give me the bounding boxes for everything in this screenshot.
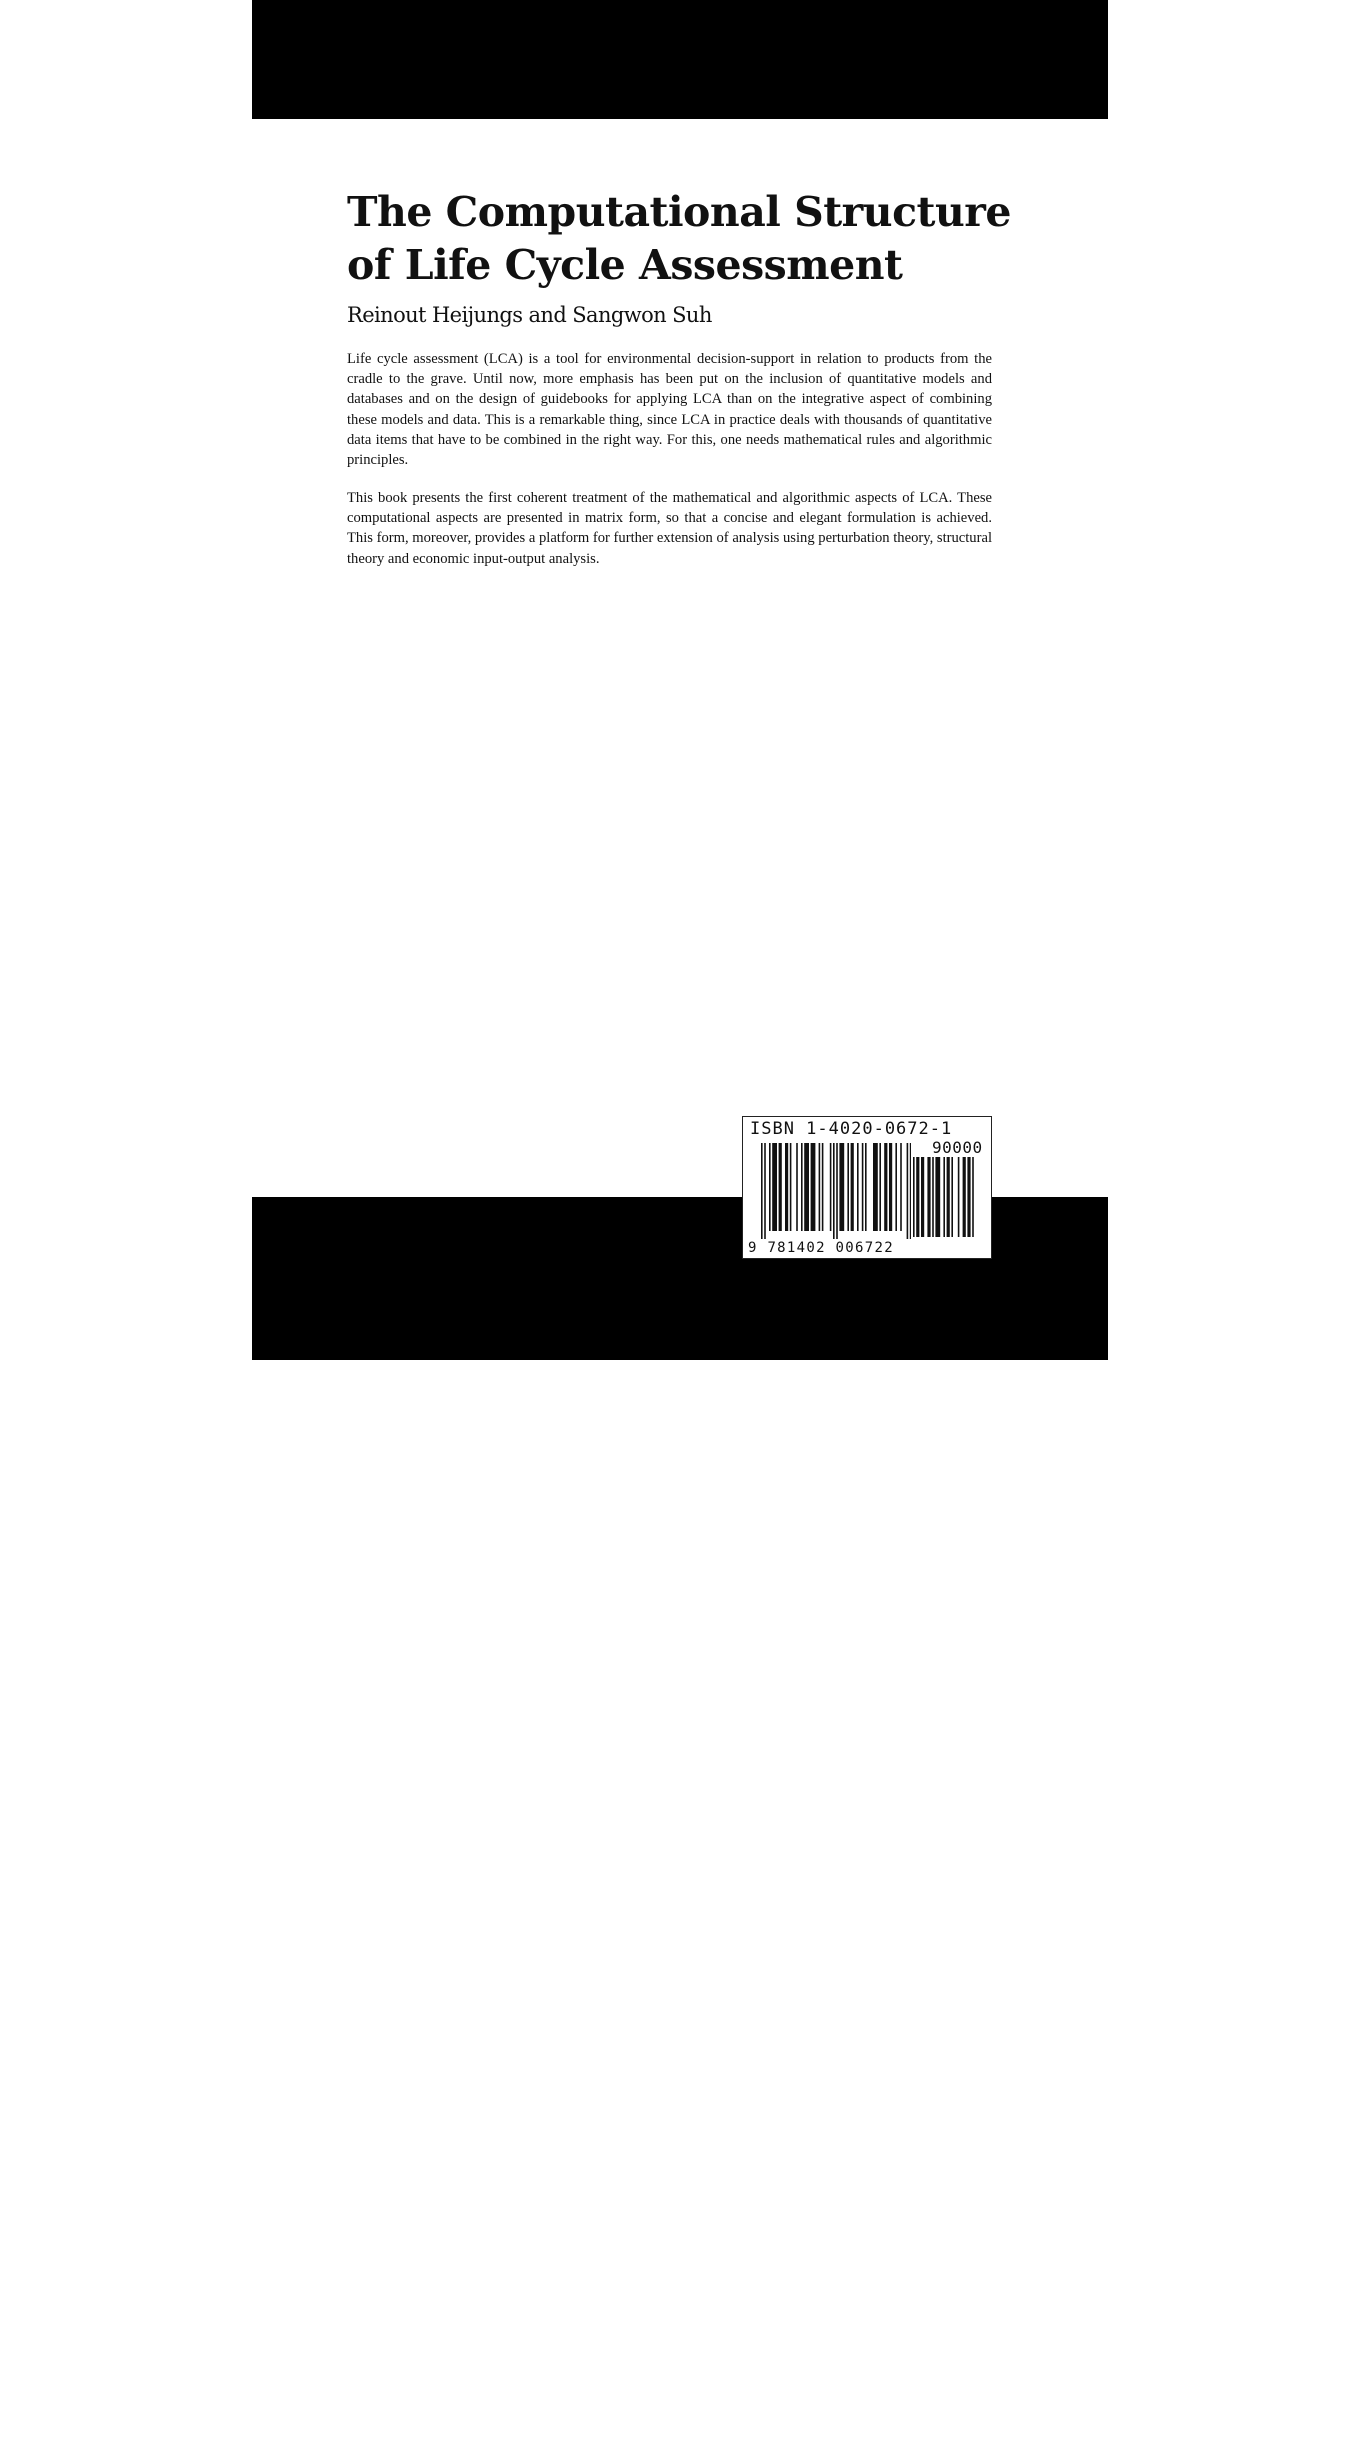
- barcode-bar: [833, 1143, 835, 1239]
- barcode-bar: [785, 1143, 788, 1231]
- barcode-bars-addon: [913, 1157, 987, 1240]
- barcode-bar: [851, 1143, 854, 1231]
- barcode-bar: [862, 1143, 864, 1231]
- barcode-bar: [916, 1157, 919, 1237]
- barcode-bar: [819, 1143, 821, 1231]
- barcode-bar: [927, 1157, 930, 1237]
- barcode-bar: [801, 1143, 803, 1231]
- barcode-bar: [761, 1143, 763, 1239]
- barcode-bar: [972, 1157, 974, 1237]
- barcode-bar: [879, 1143, 881, 1231]
- barcode-bar: [772, 1143, 777, 1231]
- ean-digits-text: 9 781402 006722: [748, 1240, 894, 1256]
- barcode-bar: [967, 1157, 970, 1237]
- barcode-bar: [889, 1143, 892, 1231]
- barcode-bar: [811, 1143, 816, 1231]
- barcode-bar: [921, 1157, 924, 1237]
- barcode-bar: [884, 1143, 887, 1231]
- isbn-text: ISBN 1-4020-0672-1: [750, 1119, 953, 1139]
- book-back-cover: [252, 0, 1108, 2463]
- barcode-bar: [910, 1143, 911, 1239]
- barcode-bar: [958, 1157, 960, 1237]
- book-title: [347, 186, 1027, 292]
- barcode-bar: [943, 1157, 945, 1237]
- barcode-bar: [932, 1157, 934, 1237]
- barcode-bar: [895, 1143, 897, 1231]
- title-line-1: The Computational Structure: [347, 188, 1011, 236]
- barcode-bars-main: [761, 1143, 911, 1240]
- barcode-bar: [907, 1143, 909, 1239]
- barcode-bar: [779, 1143, 782, 1231]
- barcode-bar: [822, 1143, 824, 1231]
- barcode-bar: [764, 1143, 766, 1239]
- series-code: ECOE 11: [638, 2447, 694, 2463]
- barcode-bar: [790, 1143, 792, 1231]
- barcode-bar: [873, 1143, 878, 1231]
- description-paragraph-2: This book presents the first coherent treatment of the mathematical and algorithmic aspects of LCA. These computational aspects are presented in matrix form, so that a concise and elegant formulation is achieved. This form, moreover, provides a platform for further extension of analysis using perturbation theory, structural theory and economic input-output analysis.: [347, 490, 992, 567]
- barcode-bar: [935, 1157, 940, 1237]
- barcode-bar: [951, 1157, 953, 1237]
- barcode-bar: [900, 1143, 902, 1231]
- barcode-bar: [865, 1143, 867, 1231]
- barcode-bar: [796, 1143, 798, 1231]
- barcode-bar: [913, 1157, 915, 1237]
- barcode-bar: [804, 1143, 809, 1231]
- description-paragraph-1: Life cycle assessment (LCA) is a tool for environmental decision-support in relation to products from the cradle to the grave. Until now, more emphasis has been put on the inclusion of quantitative models and databases and on the design of guidebooks for applying LCA than on the integrative aspect of combining these models and data. This is a remarkable thing, since LCA in practice deals with thousands of quantitative data items that have to be combined in the right way. For this, one needs mathematical rules and algorithmic principles.: [347, 351, 992, 469]
- top-black-band: [252, 0, 1108, 119]
- barcode-bar: [830, 1143, 832, 1231]
- barcode-bar: [839, 1143, 844, 1231]
- publisher-name: KLUWER ACADEMIC PUBLISHERS: [344, 2447, 577, 2463]
- book-authors: Reinout Heijungs and Sangwon Suh: [347, 303, 712, 327]
- barcode-bar: [947, 1157, 950, 1237]
- barcode-bar: [836, 1143, 838, 1239]
- isbn-barcode: [742, 1116, 992, 1259]
- barcode-bar: [847, 1143, 849, 1231]
- barcode-bar: [857, 1143, 859, 1231]
- title-line-2: of Life Cycle Assessment: [347, 241, 903, 289]
- barcode-bar: [769, 1143, 771, 1231]
- price-code-text: 90000: [932, 1138, 983, 1157]
- barcode-bar: [963, 1157, 966, 1237]
